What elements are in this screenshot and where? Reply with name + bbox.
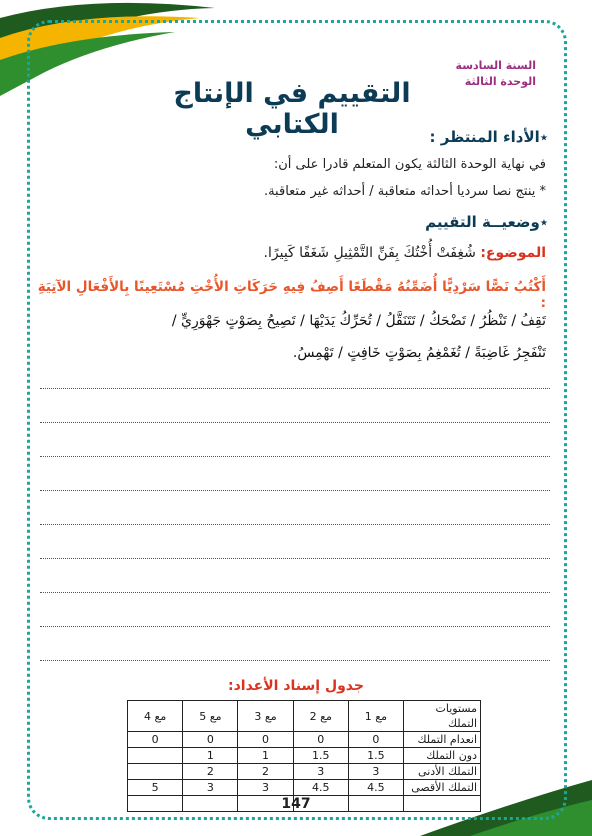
grade-cell: 3 <box>348 764 403 780</box>
topic-label: الموضوع: <box>480 245 546 261</box>
topic-line <box>46 245 546 261</box>
performance-bullet: * ينتج نصا سرديا أحداثه متعاقبة / أحداثه غير متعاقبة. <box>263 184 546 199</box>
writing-line[interactable] <box>40 660 550 661</box>
grade-cell <box>128 764 183 780</box>
topic-text: شُغِفَتْ أُخْتُكَ بِفَنِّ التَّمْثِيلِ شَغَفًا كَبِيرًا. <box>263 245 476 261</box>
level-cell: دون التملك <box>404 748 481 764</box>
grade-cell: 1.5 <box>293 748 348 764</box>
star-icon: ٭ <box>539 128 548 146</box>
grade-year: السنة السادسة <box>455 59 536 72</box>
verbs-line-2: تَنْفَجِرُ غَاضِبَةً / تُغَمْغِمُ بِصَوْتٍ خَافِتٍ / تَهْمِسُ. <box>292 345 546 361</box>
writing-line[interactable] <box>40 422 550 423</box>
table-row <box>128 780 481 796</box>
writing-line[interactable] <box>40 626 550 627</box>
writing-line[interactable] <box>40 558 550 559</box>
level-cell: التملك الأقصى <box>404 780 481 796</box>
grade-cell: 4.5 <box>348 780 403 796</box>
table-title: جدول إسناد الأعداد: <box>228 678 364 694</box>
instruction-text: أَكْتُبُ نَصًّا سَرْدِيًّا أُضَمِّنُهُ مَقْطَعًا أَصِفُ فِيهِ حَرَكَاتِ الأُخْتِ مُسْتَعِينًا بِالأَفْعَالِ الآتِيَةِ : <box>37 279 546 311</box>
table-row <box>128 764 481 780</box>
page-title: التقييم في الإنتاج الكتابي <box>173 78 411 140</box>
writing-line[interactable] <box>40 388 550 389</box>
grade-cell: 1 <box>183 748 238 764</box>
level-cell: انعدام التملك <box>404 732 481 748</box>
table-row <box>128 732 481 748</box>
grade-cell <box>128 748 183 764</box>
table-header-cell: مع 3 <box>238 701 293 732</box>
table-row <box>128 748 481 764</box>
table-header-cell: مع 4 <box>128 701 183 732</box>
grade-cell: 0 <box>348 732 403 748</box>
grade-cell: 0 <box>238 732 293 748</box>
grade-cell: 4.5 <box>293 780 348 796</box>
grade-cell: 3 <box>293 764 348 780</box>
grade-cell: 3 <box>183 780 238 796</box>
grade-cell: 2 <box>183 764 238 780</box>
grade-unit: الوحدة الثالثة <box>464 75 536 88</box>
page-number: 147 <box>281 796 311 812</box>
grade-cell: 0 <box>128 732 183 748</box>
grade-cell: 5 <box>128 780 183 796</box>
level-cell: التملك الأدنى <box>404 764 481 780</box>
star-icon: ٭ <box>539 213 548 231</box>
table-header-cell: مستويات التملك <box>404 701 481 732</box>
grade-cell: 1 <box>238 748 293 764</box>
section-heading-assessment: ٭وضعيــة التقييم <box>425 213 548 231</box>
grade-cell: 0 <box>293 732 348 748</box>
table-header-cell: مع 2 <box>293 701 348 732</box>
grade-cell: 3 <box>238 780 293 796</box>
table-header-cell: مع 1 <box>348 701 403 732</box>
grade-cell: 1.5 <box>348 748 403 764</box>
verbs-line-1: تَقِفُ / تَنْظُرُ / تَضْحَكُ / تَتَنَقَّلُ / تُحَرِّكُ يَدَيْهَا / تَصِيحُ بِصَوْتٍ جَهْوَرِيٍّ / <box>171 313 546 329</box>
bullet-icon: * <box>535 184 546 199</box>
writing-line[interactable] <box>40 592 550 593</box>
table-header-row <box>128 701 481 732</box>
grade-cell: 0 <box>183 732 238 748</box>
writing-line[interactable] <box>40 456 550 457</box>
table-header-cell: مع 5 <box>183 701 238 732</box>
grade-cell: 2 <box>238 764 293 780</box>
section-heading-performance: ٭الأداء المنتظر : <box>429 128 548 146</box>
writing-line[interactable] <box>40 490 550 491</box>
writing-line[interactable] <box>40 524 550 525</box>
performance-intro: في نهاية الوحدة الثالثة يكون المتعلم قادرا على أن: <box>273 157 546 172</box>
